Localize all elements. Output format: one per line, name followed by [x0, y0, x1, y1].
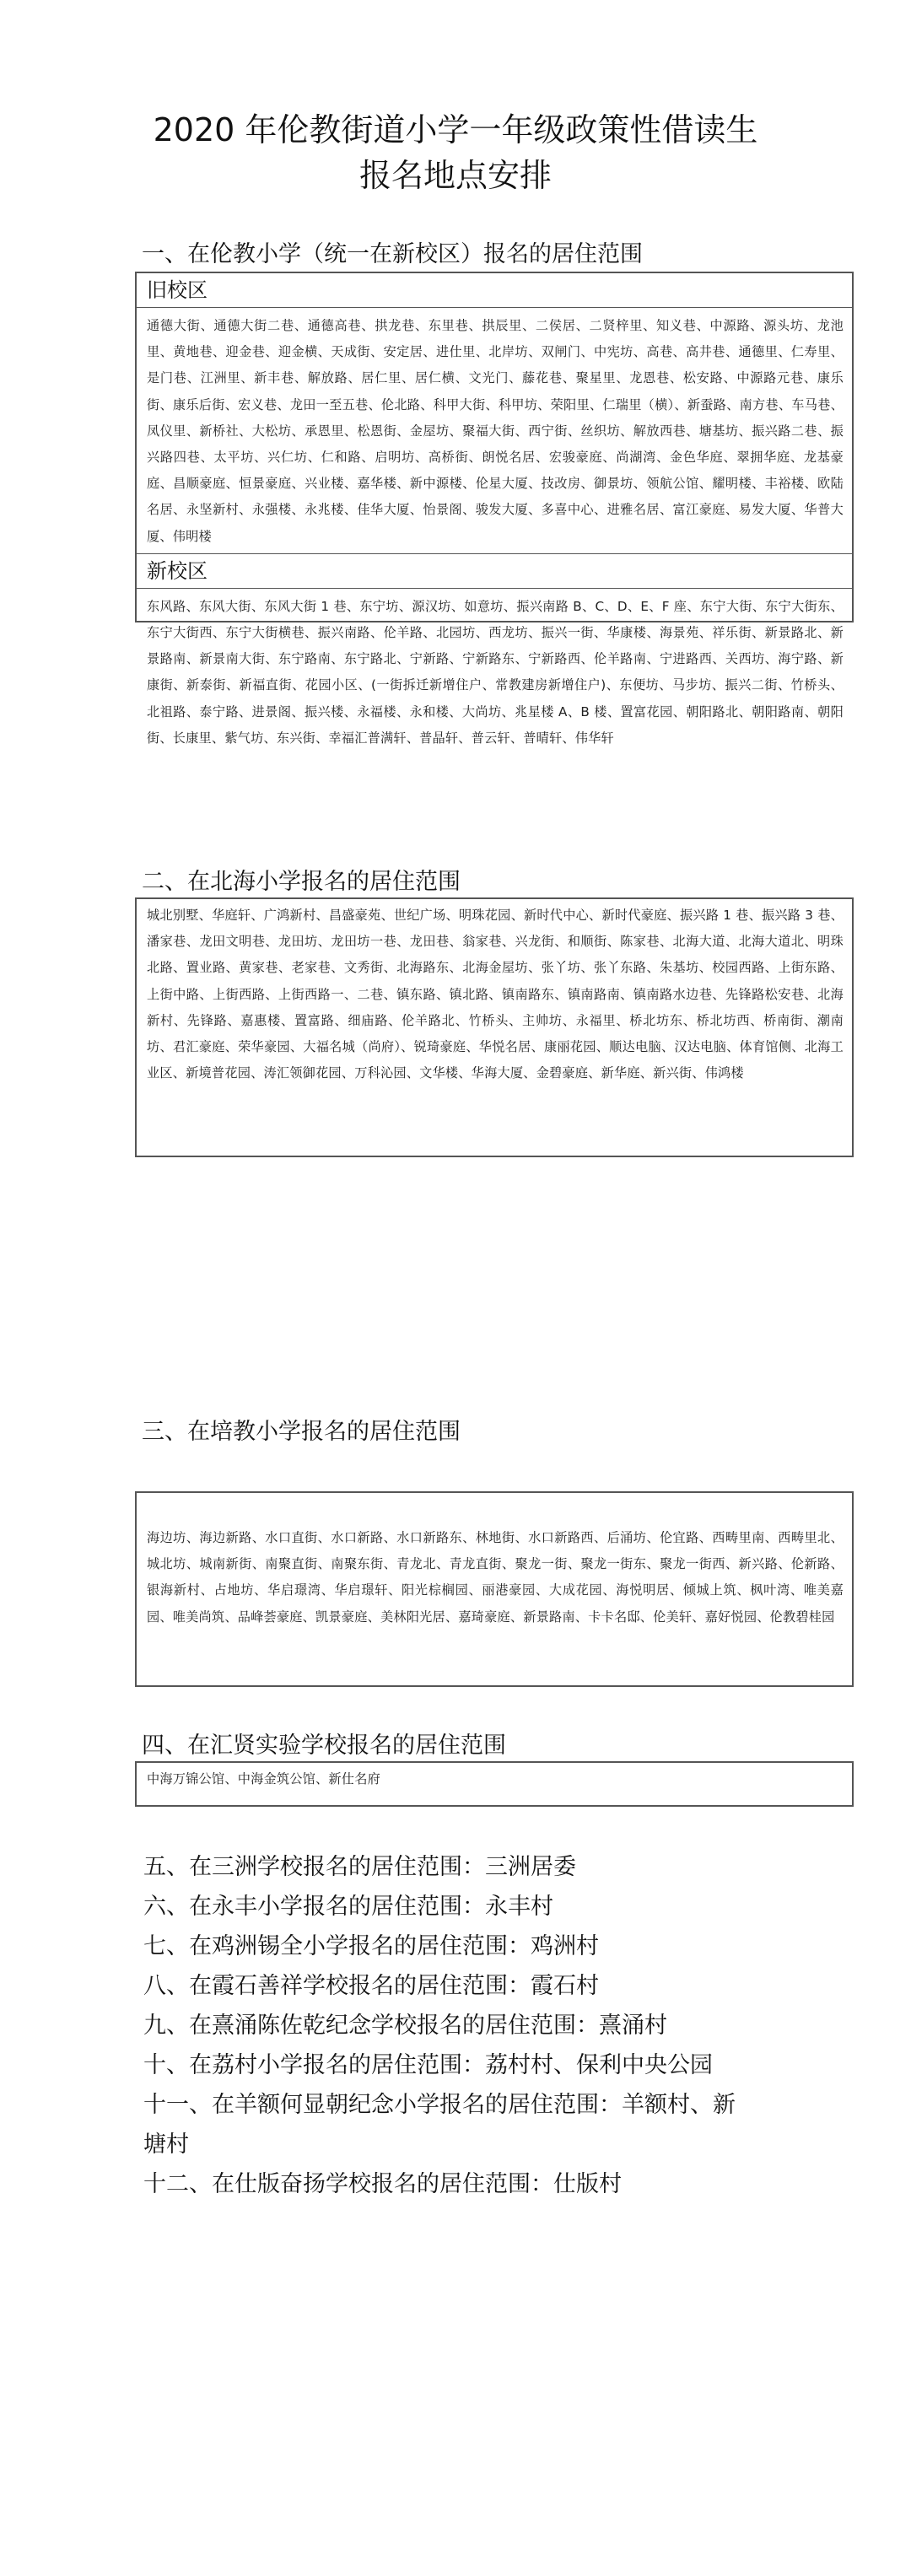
old-campus-text: 通德大街、通德大街二巷、通德高巷、拱龙巷、东里巷、拱辰里、二侯居、二贤梓里、知义巷、中源路、源头坊、龙池里、黄地巷、迎金巷、迎金横、天成街、安定居、进仕里、北岸坊、双闸门、中宪坊、高巷、高井巷、通德里、仁寿里、是门巷、江洲里、新丰巷、解放路、居仁里、居仁横、文光门、藤花巷、聚星里、龙恩巷、松安路、中源路元巷、康乐街、康乐后街、宏义巷、龙田一至五巷、伦北路、科甲大街、科甲坊、荣阳里、仁瑞里（横）、新蚕路、南方巷、车马巷、凤仪里、新桥社、大松坊、承恩里、松恩街、金屋坊、聚福大街、西宁街、丝织坊、解放西巷、塘基坊、振兴路二巷、振兴路四巷、太平坊、兴仁坊、仁和路、启明坊、高桥街、朗悦名居、宏骏豪庭、尚湖湾、金色华庭、翠拥华庭、龙基豪庭、昌顺豪庭、恒景豪庭、兴业楼、嘉华楼、新中源楼、伦星大厦、技改房、御景坊、领航公馆、耀明楼、丰裕楼、欧陆名居、永坚新村、永强楼、永兆楼、佳华大厦、怡景阁、骏发大厦、多喜中心、进雅名居、富江豪庭、易发大厦、华普大厦、伟明楼 [137, 307, 852, 553]
list-item: 塘村 [143, 2131, 189, 2158]
old-campus-label: 旧校区 [147, 278, 208, 302]
new-campus-text: 东风路、东风大街、东风大街 1 巷、东宁坊、源汉坊、如意坊、振兴南路 B、C、D、E、F 座、东宁大街、东宁大街东、东宁大街西、东宁大街横巷、振兴南路、伦羊路、北园坊、西龙坊、振兴一街、华康楼、海景苑、祥乐街、新景路北、新景路南、新景南大街、东宁路南、东宁路北、宁新路、宁新路东、宁新路西、伦羊路南、宁进路西、关西坊、海宁路、新康街、新泰街、新福直街、花园小区、(一街拆迁新增住户、常教建房新增住户)、东便坊、马步坊、振兴二街、竹桥头、北祖路、泰宁路、进景阁、振兴楼、永福楼、永和楼、大尚坊、兆星楼 A、B 楼、置富花园、朝阳路北、朝阳路南、朝阳街、长康里、紫气坊、东兴街、幸福汇普满轩、普晶轩、普云轩、普晴轩、伟华轩 [137, 588, 852, 755]
list-item: 七、在鸡洲锡全小学报名的居住范围：鸡洲村 [143, 1933, 599, 1959]
list-item: 六、在永丰小学报名的居住范围：永丰村 [143, 1894, 553, 1920]
new-campus-label: 新校区 [137, 553, 852, 588]
section3-heading: 三、在培教小学报名的居住范围 [142, 1419, 461, 1445]
section4-text: 中海万锦公馆、中海金筑公馆、新仕名府 [147, 1771, 380, 1786]
section2-box [135, 897, 854, 1157]
list-item: 五、在三洲学校报名的居住范围：三洲居委 [143, 1854, 576, 1880]
list-item: 十二、在仕版奋扬学校报名的居住范围：仕版村 [143, 2171, 622, 2197]
section1-box [135, 272, 854, 746]
list-item: 八、在霞石善祥学校报名的居住范围：霞石村 [143, 1973, 599, 1999]
section1-heading: 一、在伦教小学（统一在新校区）报名的居住范围 [142, 241, 643, 267]
section4-box [135, 1761, 854, 1807]
list-item: 十、在荔村小学报名的居住范围：荔村村、保利中央公园 [143, 2052, 713, 2078]
section3-box [135, 1491, 854, 1687]
section2-heading: 二、在北海小学报名的居住范围 [142, 869, 461, 895]
section2-text: 城北别墅、华庭轩、广鸿新村、昌盛豪苑、世纪广场、明珠花园、新时代中心、新时代豪庭、振兴路 1 巷、振兴路 3 巷、潘家巷、龙田文明巷、龙田坊、龙田坊一巷、龙田巷、翁家巷、兴龙街、和顺街、陈家巷、北海大道、北海大道北、明珠北路、置业路、黄家巷、老家巷、文秀街、北海路东、北海金屋坊、张丫坊、张丫东路、朱基坊、校园西路、上街东路、上街中路、上街西路、上街西路一、二巷、镇东路、镇北路、镇南路东、镇南路南、镇南路水边巷、先锋路松安巷、北海新村、先锋路、嘉惠楼、置富路、细庙路、伦羊路北、竹桥头、主帅坊、永福里、桥北坊东、桥北坊西、桥南街、潮南坊、君汇豪庭、荣华豪园、大福名城（尚府）、锐琦豪庭、华悦名居、康丽花园、顺达电脑、汉达电脑、体育馆侧、北海工业区、新境普花园、涛汇领御花园、万科沁园、文华楼、华海大厦、金碧豪庭、新华庭、新兴街、伟鸿楼 [147, 908, 844, 1081]
section4-heading: 四、在汇贤实验学校报名的居住范围 [142, 1733, 506, 1759]
doc-title-line1: 2020 年伦教街道小学一年级政策性借读生 [153, 111, 758, 148]
section3-text: 海边坊、海边新路、水口直街、水口新路、水口新路东、林地街、水口新路西、后涌坊、伦宜路、西畴里南、西畴里北、城北坊、城南新街、南聚直街、南聚东街、青龙北、青龙直街、聚龙一街、聚龙一街东、聚龙一街西、新兴路、伦新路、银海新村、占地坊、华启璟湾、华启璟轩、阳光棕榈园、丽港豪园、大成花园、海悦明居、倾城上筑、枫叶湾、唯美嘉园、唯美尚筑、品峰荟豪庭、凯景豪庭、美林阳光居、嘉琦豪庭、新景路南、卡卡名邸、伦美轩、嘉好悦园、伦教碧桂园 [147, 1530, 844, 1625]
list-item: 九、在熹涌陈佐乾纪念学校报名的居住范围：熹涌村 [143, 2013, 667, 2039]
list-item: 十一、在羊额何显朝纪念小学报名的居住范围：羊额村、新 [143, 2092, 736, 2118]
doc-title-line2: 报名地点安排 [358, 157, 552, 194]
